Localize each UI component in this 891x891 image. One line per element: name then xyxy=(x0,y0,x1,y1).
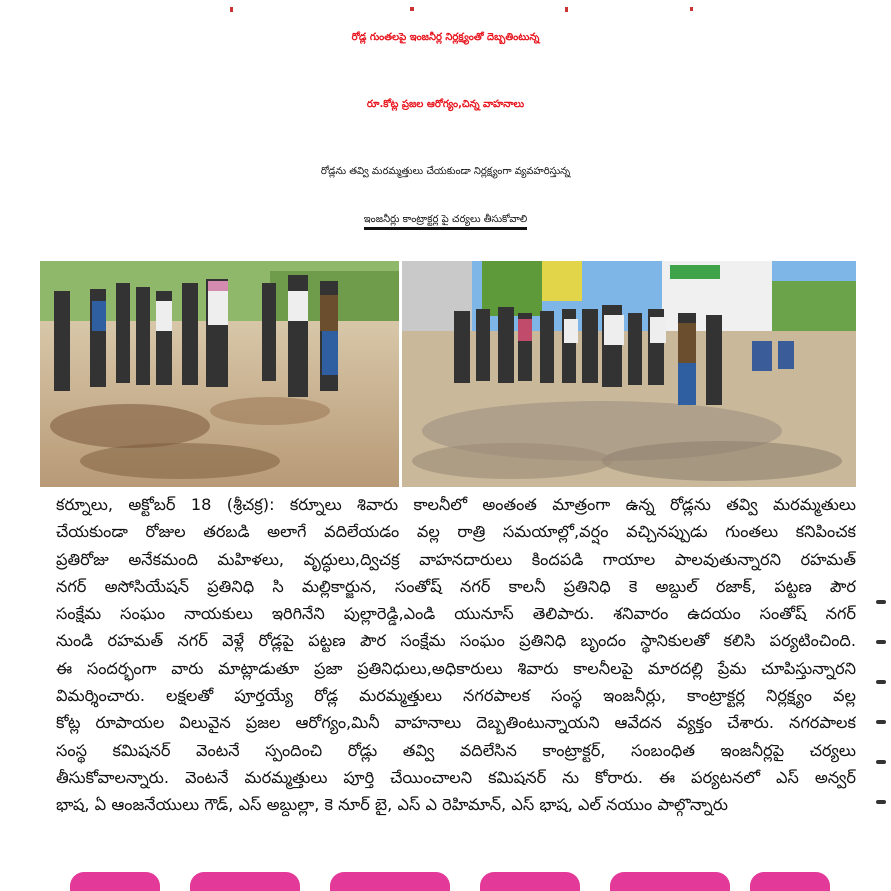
article-line: నగర్ అసోసియేషన్ ప్రతినిధి సి మల్లికార్జున, సంతోష్ నగర్ కాలనీ ప్రతినిధి కె అబ్దుల్ రజాక్, పట్టణ పౌర xyxy=(56,576,856,596)
article-line: భాష, ఏ ఆంజనేయులు గౌడ్, ఎస్ అబ్దుల్లా, కె నూర్ బై, ఎస్ ఎ రెహిమాన్, ఎస్ భాష, ఎల్ నయుం పాల్గొన్నారు xyxy=(56,795,728,815)
article-line: తీసుకోవాలన్నారు. వెంటనే మరమ్మత్తులు పూర్తి చేయించాలని కమిషనర్ ను కోరారు. ఈ పర్యటనలో ఎస్ అన్వర్ xyxy=(56,767,856,787)
subheadline-line-2: ఇంజనీర్లు కాంట్రాక్టర్ల పై చర్యలు తీసుకోవాలి xyxy=(364,214,527,230)
subheadline-line-2-container xyxy=(0,200,891,240)
article-body xyxy=(56,491,856,819)
article-line: విమర్శించారు. లక్షలతో పూర్తయ్యే రోడ్ల మరమ్మత్తులు నగరపాలక సంస్థ ఇంజనీర్లు, కాంట్రాక్టర్ల నిర్లక్ష్యం వల్ల xyxy=(56,686,856,706)
group-standing-on-dug-up-road-photo-icon xyxy=(402,261,856,487)
article-line: సంస్థ కమిషనర్ వెంటనే స్పందించి రోడ్లు తవ్వి వదిలేసిన కాంట్రాక్టర్, సంబంధిత ఇంజనీర్లపై చర్యలు xyxy=(56,740,856,760)
article-line: సంక్షేమ సంఘం నాయకులు ఇరిగినేని పుల్లారెడ్డి,ఎండి యునూస్ తెలిపారు. శనివారం ఉదయం సంతోష్ నగర్ xyxy=(56,604,856,624)
subheadline-line-1: రోడ్లను తవ్వి మరమ్మత్తులు చేయకుండా నిర్లక్ష్యంగా వ్యవహరిస్తున్న xyxy=(320,166,571,177)
headline-line-1: రోడ్ల గుంతలపై ఇంజనీర్ల నిర్లక్ష్యంతో దెబ్బతింటున్న xyxy=(351,32,540,43)
article-line: కర్నూలు, అక్టోబర్ 18 (శ్రీచక్ర): కర్నూలు శివారు కాలనీలో అంతంత మాత్రంగా ఉన్న రోడ్లను తవ్వి మరమ్మతులు xyxy=(56,495,856,514)
article-line: చేయకుండా రోజుల తరబడి అలాగే వదిలేయడం వల్ల రాత్రి సమయాల్లో,వర్షం వచ్చినప్పుడు గుంతలు కనిపించక xyxy=(56,522,856,542)
article-line: నుండి రహమత్ నగర్ వెళ్లే రోడ్లపై పట్టణ పౌర సంక్షేమ సంఘం ప్రతినిధి బృందం స్థానికులతో కలిసి పర్యటించింది. xyxy=(56,631,856,651)
group-standing-on-damaged-road-photo-icon xyxy=(40,261,399,487)
cut-off-footer-headline xyxy=(60,872,840,891)
article-line: కోట్ల రూపాయల విలువైన ప్రజల ఆరోగ్యం,మినీ వాహనాలు దెబ్బతింటున్నాయని ఆవేదన వ్యక్తం చేశారు. నగరపాలక xyxy=(56,713,856,733)
headline-line-2: రూ.కోట్ల ప్రజల ఆరోగ్యం,చిన్న వాహనాలు xyxy=(366,99,525,110)
right-photo xyxy=(402,261,856,487)
right-edge-marks xyxy=(874,600,888,820)
top-edge-artifacts xyxy=(0,0,891,8)
article-line: ఈ సందర్భంగా వారు మాట్లాడుతూ ప్రజా ప్రతినిధులు,అధికారులు శివారు కాలనీలపై మారదల్లి ప్రేమ చూపిస్తున్నారని xyxy=(56,658,856,678)
left-photo xyxy=(40,261,399,487)
article-line: ప్రతిరోజు అనేకమంది మహిళలు, వృద్ధులు,ద్విచక్ర వాహనదారులు కిందపడి గాయాల పాలవుతున్నారని రహమత్ xyxy=(56,549,856,569)
